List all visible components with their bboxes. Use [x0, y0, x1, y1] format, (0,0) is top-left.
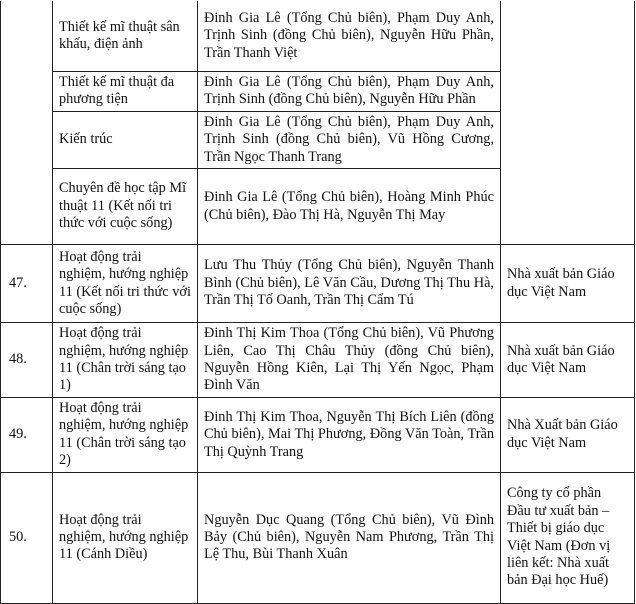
book-title-cell: Hoạt động trải nghiệm, hướng nghiệp 11 (Kết nối tri thức với cuộc sống)	[53, 245, 198, 323]
book-title-cell: Thiết kế mĩ thuật đa phương tiện	[53, 72, 198, 112]
publisher-cell: Nhà xuất bản Giáo dục Việt Nam	[501, 323, 635, 398]
table-row	[1, 245, 635, 323]
row-number-cell: 47.	[1, 245, 53, 323]
table-row	[1, 398, 635, 473]
page-top-edge	[0, 0, 636, 1]
publisher-cell: Nhà xuất bản Giáo dục Việt Nam	[501, 245, 635, 323]
row-number-cell: 48.	[1, 323, 53, 398]
book-title-cell: Kiến trúc	[53, 111, 198, 168]
table-row	[1, 323, 635, 398]
table-row	[1, 472, 635, 603]
authors-cell: Đinh Thị Kim Thoa, Nguyễn Thị Bích Liên (đồng Chủ biên), Mai Thị Phương, Đồng Văn Toàn, Trần Thị Quỳnh Trang	[198, 398, 501, 473]
book-title-cell: Thiết kế mĩ thuật sân khấu, điện ảnh	[53, 1, 198, 72]
authors-cell: Nguyễn Dục Quang (Tổng Chủ biên), Vũ Đình Bảy (Chủ biên), Nguyễn Nam Phương, Trần Thị Lệ Thu, Bùi Thanh Xuân	[198, 472, 501, 603]
authors-cell: Đinh Gia Lê (Tổng Chủ biên), Phạm Duy Anh, Trịnh Sinh (đồng Chủ biên), Nguyễn Hữu Phần, Trần Thanh Việt	[198, 1, 501, 72]
table-row	[1, 1, 635, 72]
authors-cell: Lưu Thu Thủy (Tổng Chủ biên), Nguyễn Thanh Bình (Chủ biên), Lê Văn Cầu, Dương Thị Thu Hà, Trần Thị Tố Oanh, Trần Thị Cẩm Tú	[198, 245, 501, 323]
book-title-cell: Chuyên đề học tập Mĩ thuật 11 (Kết nối tri thức với cuộc sống)	[53, 169, 198, 245]
row-number-cell: 50.	[1, 472, 53, 603]
publisher-cell: Công ty cổ phần Đầu tư xuất bản – Thiết bị giáo dục Việt Nam (Đơn vị liên kết: Nhà xuất bản Đại học Huế)	[501, 472, 635, 603]
authors-cell: Đinh Thị Kim Thoa (Tổng Chủ biên), Vũ Phương Liên, Cao Thị Châu Thủy (đồng Chủ biên), Nguyễn Hồng Kiên, Lại Thị Yến Ngọc, Phạm Đình Văn	[198, 323, 501, 398]
authors-cell: Đinh Gia Lê (Tổng Chủ biên), Phạm Duy Anh, Trịnh Sinh (đồng Chủ biên), Nguyễn Hữu Phần	[198, 72, 501, 112]
authors-cell: Đinh Gia Lê (Tổng Chủ biên), Phạm Duy Anh, Trịnh Sinh (đồng Chủ biên), Vũ Hồng Cương, Trần Ngọc Thanh Trang	[198, 111, 501, 168]
publisher-cell	[501, 1, 635, 245]
row-number-cell: 49.	[1, 398, 53, 473]
book-title-cell: Hoạt động trải nghiệm, hướng nghiệp 11 (Chân trời sáng tạo 2)	[53, 398, 198, 473]
book-title-cell: Hoạt động trải nghiệm, hướng nghiệp 11 (Cánh Diều)	[53, 472, 198, 603]
authors-cell: Đinh Gia Lê (Tổng Chủ biên), Hoàng Minh Phúc (Chủ biên), Đào Thị Hà, Nguyễn Thị May	[198, 169, 501, 245]
publisher-cell: Nhà Xuất bản Giáo dục Việt Nam	[501, 398, 635, 473]
row-number-cell	[1, 1, 53, 245]
book-title-cell: Hoạt động trải nghiệm, hướng nghiệp 11 (Chân trời sáng tạo 1)	[53, 323, 198, 398]
